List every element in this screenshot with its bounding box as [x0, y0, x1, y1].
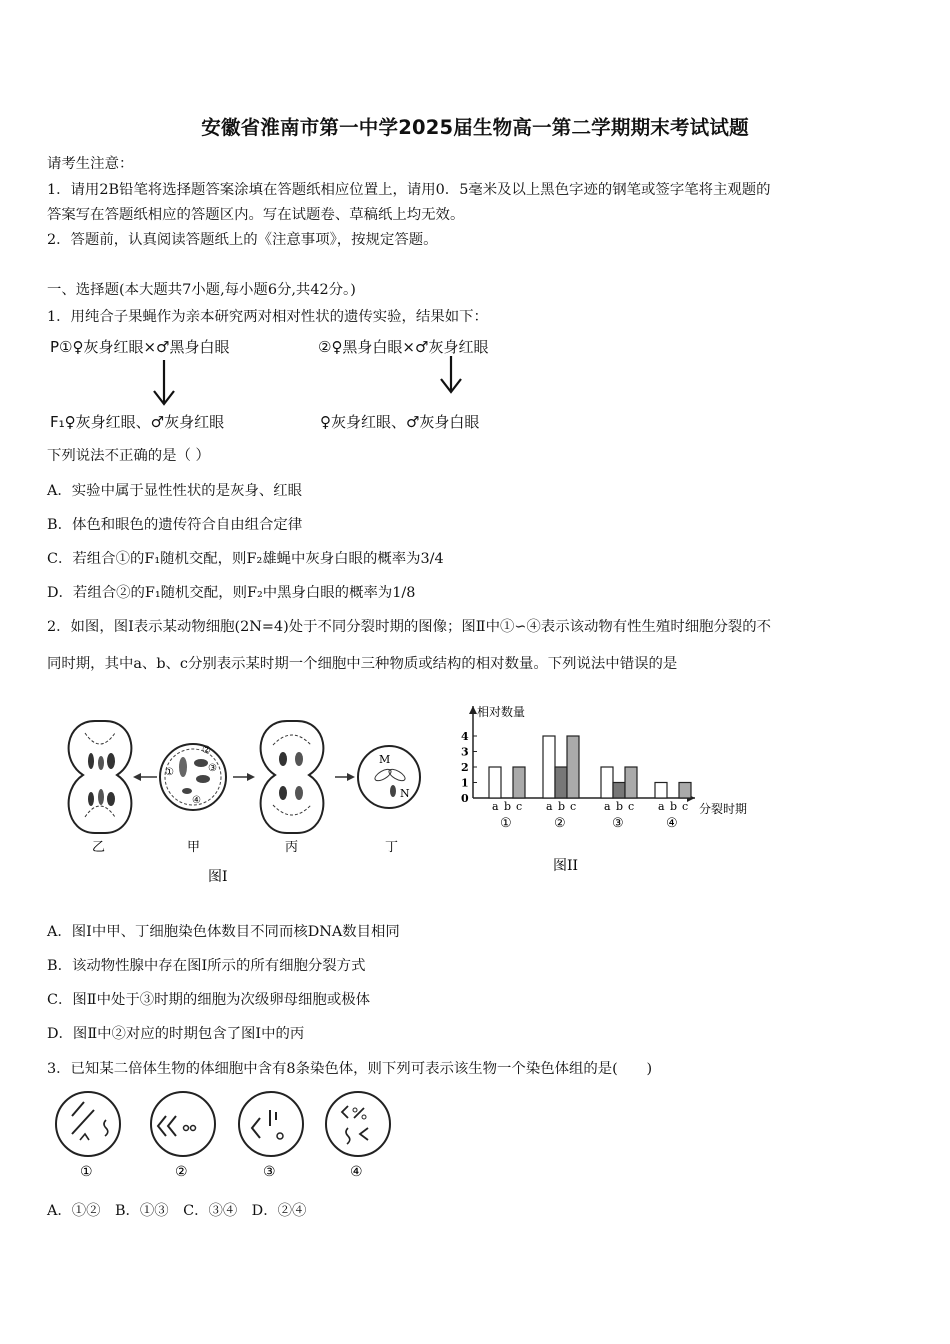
cell-label-jia: 甲 — [187, 840, 201, 855]
section-heading: 一、选择题(本大题共7小题,每小题6分,共42分。) — [47, 282, 356, 298]
chart-ytick-label: 0 — [461, 792, 469, 805]
notice-line1a: 1．请用2B铅笔将选择题答案涂填在答题纸相应位置上，请用0．5毫米及以上黑色字迹的钢笔或签字笔将主观题的 — [47, 182, 771, 198]
chart-subcategory-label: b — [670, 800, 678, 813]
chart-title: 图II — [553, 858, 579, 874]
chart-bar — [513, 767, 525, 798]
chart-subcategory-label: a — [604, 800, 611, 813]
chromosome-set-1 — [56, 1092, 120, 1180]
cross2-parents: ②♀黑身白眼×♂灰身红眼 — [318, 338, 489, 356]
figure-1-cells — [55, 705, 435, 890]
chart-subcategory-label: b — [504, 800, 512, 813]
chart-category-label: ② — [554, 816, 566, 831]
q1-option-a: A．实验中属于显性性状的是灰身、红眼 — [47, 483, 303, 499]
q1-option-b: B．体色和眼色的遗传符合自由组合定律 — [47, 517, 303, 533]
q2-stem-line1: 2．如图，图Ⅰ表示某动物细胞(2N=4)处于不同分裂时期的图像；图Ⅱ中①∽④表示该动物有性生殖时细胞分裂的不 — [47, 619, 772, 635]
chart-category-label: ③ — [612, 816, 624, 831]
chromosome-set-2 — [151, 1092, 215, 1180]
cell-label-ding: 丁 — [385, 840, 399, 855]
q2-option-a: A．图Ⅰ中甲、丁细胞染色体数目不同而核DNA数目相同 — [47, 924, 400, 940]
q2-option-d: D．图Ⅱ中②对应的时期包含了图Ⅰ中的丙 — [47, 1026, 305, 1042]
notice-line2: 2．答题前，认真阅读答题纸上的《注意事项》，按规定答题。 — [47, 232, 438, 248]
chart-y-arrow — [469, 706, 477, 714]
cross2-f1: ♀灰身红眼、♂灰身白眼 — [320, 413, 480, 431]
notice-line1b: 答案写在答题纸相应的答题区内。写在试题卷、草稿纸上均无效。 — [47, 207, 465, 223]
figure-2-chart — [455, 700, 775, 885]
cell-yi — [69, 721, 132, 833]
cross1-parents: P①♀灰身红眼×♂黑身白眼 — [50, 338, 230, 356]
label-circle-2: ② — [202, 745, 211, 756]
arrow-down-icon — [154, 360, 174, 404]
label-circle-4: ④ — [192, 795, 201, 806]
cell-bing — [261, 721, 324, 833]
chart-bar — [601, 767, 613, 798]
label-m: M — [379, 753, 391, 766]
chart-bar — [567, 736, 579, 798]
chart-ytick-label: 4 — [461, 730, 469, 743]
q3-answers: A．①② B．①③ C．③④ D．②④ — [47, 1203, 307, 1219]
circle-label-2: ② — [175, 1164, 188, 1180]
chart-bar — [613, 783, 625, 799]
chromosome-set-3 — [239, 1092, 303, 1180]
cross1-f1: F₁♀灰身红眼、♂灰身红眼 — [50, 413, 225, 431]
cell-label-bing: 丙 — [285, 840, 299, 855]
q1-stem: 1．用纯合子果蝇作为亲本研究两对相对性状的遗传实验，结果如下： — [47, 309, 488, 325]
chart-subcategory-label: b — [558, 800, 566, 813]
arrow-down-icon — [441, 356, 461, 392]
chart-ylabel: 相对数量 — [477, 705, 526, 719]
q2-option-c: C．图Ⅱ中处于③时期的细胞为次级卵母细胞或极体 — [47, 992, 370, 1008]
chart-subcategory-label: c — [570, 800, 577, 813]
chart-subcategory-label: a — [492, 800, 499, 813]
label-n: N — [400, 787, 410, 800]
q1-option-d: D．若组合②的F₁随机交配，则F₂中黑身白眼的概率为1/8 — [47, 585, 416, 601]
chart-category-label: ④ — [666, 816, 678, 831]
chart-bar — [655, 783, 667, 799]
chart-subcategory-label: a — [546, 800, 553, 813]
circle-label-3: ③ — [263, 1164, 276, 1180]
cell-ding — [358, 746, 420, 808]
label-circle-3: ③ — [208, 763, 217, 774]
chart-subcategory-label: b — [616, 800, 624, 813]
chart-ytick-label: 3 — [461, 745, 469, 759]
q2-stem-line2: 同时期，其中a、b、c分别表示某时期一个细胞中三种物质或结构的相对数量。下列说法中错误的是 — [47, 656, 678, 672]
label-circle-1: ① — [165, 767, 174, 778]
chromosome-set-4 — [326, 1092, 390, 1180]
chart-category-label: ① — [500, 816, 512, 831]
q1-ask: 下列说法不正确的是（ ） — [47, 448, 210, 464]
chart-xlabel: 分裂时期 — [699, 802, 748, 816]
chart-subcategory-label: c — [516, 800, 523, 813]
q3-circles — [50, 1088, 410, 1183]
chart-subcategory-label: a — [658, 800, 665, 813]
notice-heading: 请考生注意： — [47, 156, 134, 172]
figure-1-caption: 图I — [208, 869, 228, 885]
cell-label-yi: 乙 — [92, 840, 106, 855]
chart-bar — [543, 736, 555, 798]
cross-arrows — [0, 0, 950, 460]
chart-subcategory-label: c — [682, 800, 689, 813]
chart-ytick-label: 1 — [461, 776, 469, 790]
q1-option-c: C．若组合①的F₁随机交配，则F₂雄蝇中灰身白眼的概率为3/4 — [47, 551, 444, 567]
circle-label-1: ① — [80, 1164, 93, 1180]
chart-bar — [625, 767, 637, 798]
cell-jia — [160, 744, 226, 810]
page-title: 安徽省淮南市第一中学2025届生物高一第二学期期末考试试题 — [201, 116, 749, 139]
q2-option-b: B．该动物性腺中存在图Ⅰ所示的所有细胞分裂方式 — [47, 958, 366, 974]
chart-bar — [679, 783, 691, 799]
chart-bar — [489, 767, 501, 798]
chart-subcategory-label: c — [628, 800, 635, 813]
q3-stem: 3．已知某二倍体生物的体细胞中含有8条染色体，则下列可表示该生物一个染色体组的是( ) — [47, 1061, 653, 1077]
chart-ytick-label: 2 — [461, 761, 469, 774]
circle-label-4: ④ — [350, 1164, 363, 1180]
chart-bar — [555, 767, 567, 798]
